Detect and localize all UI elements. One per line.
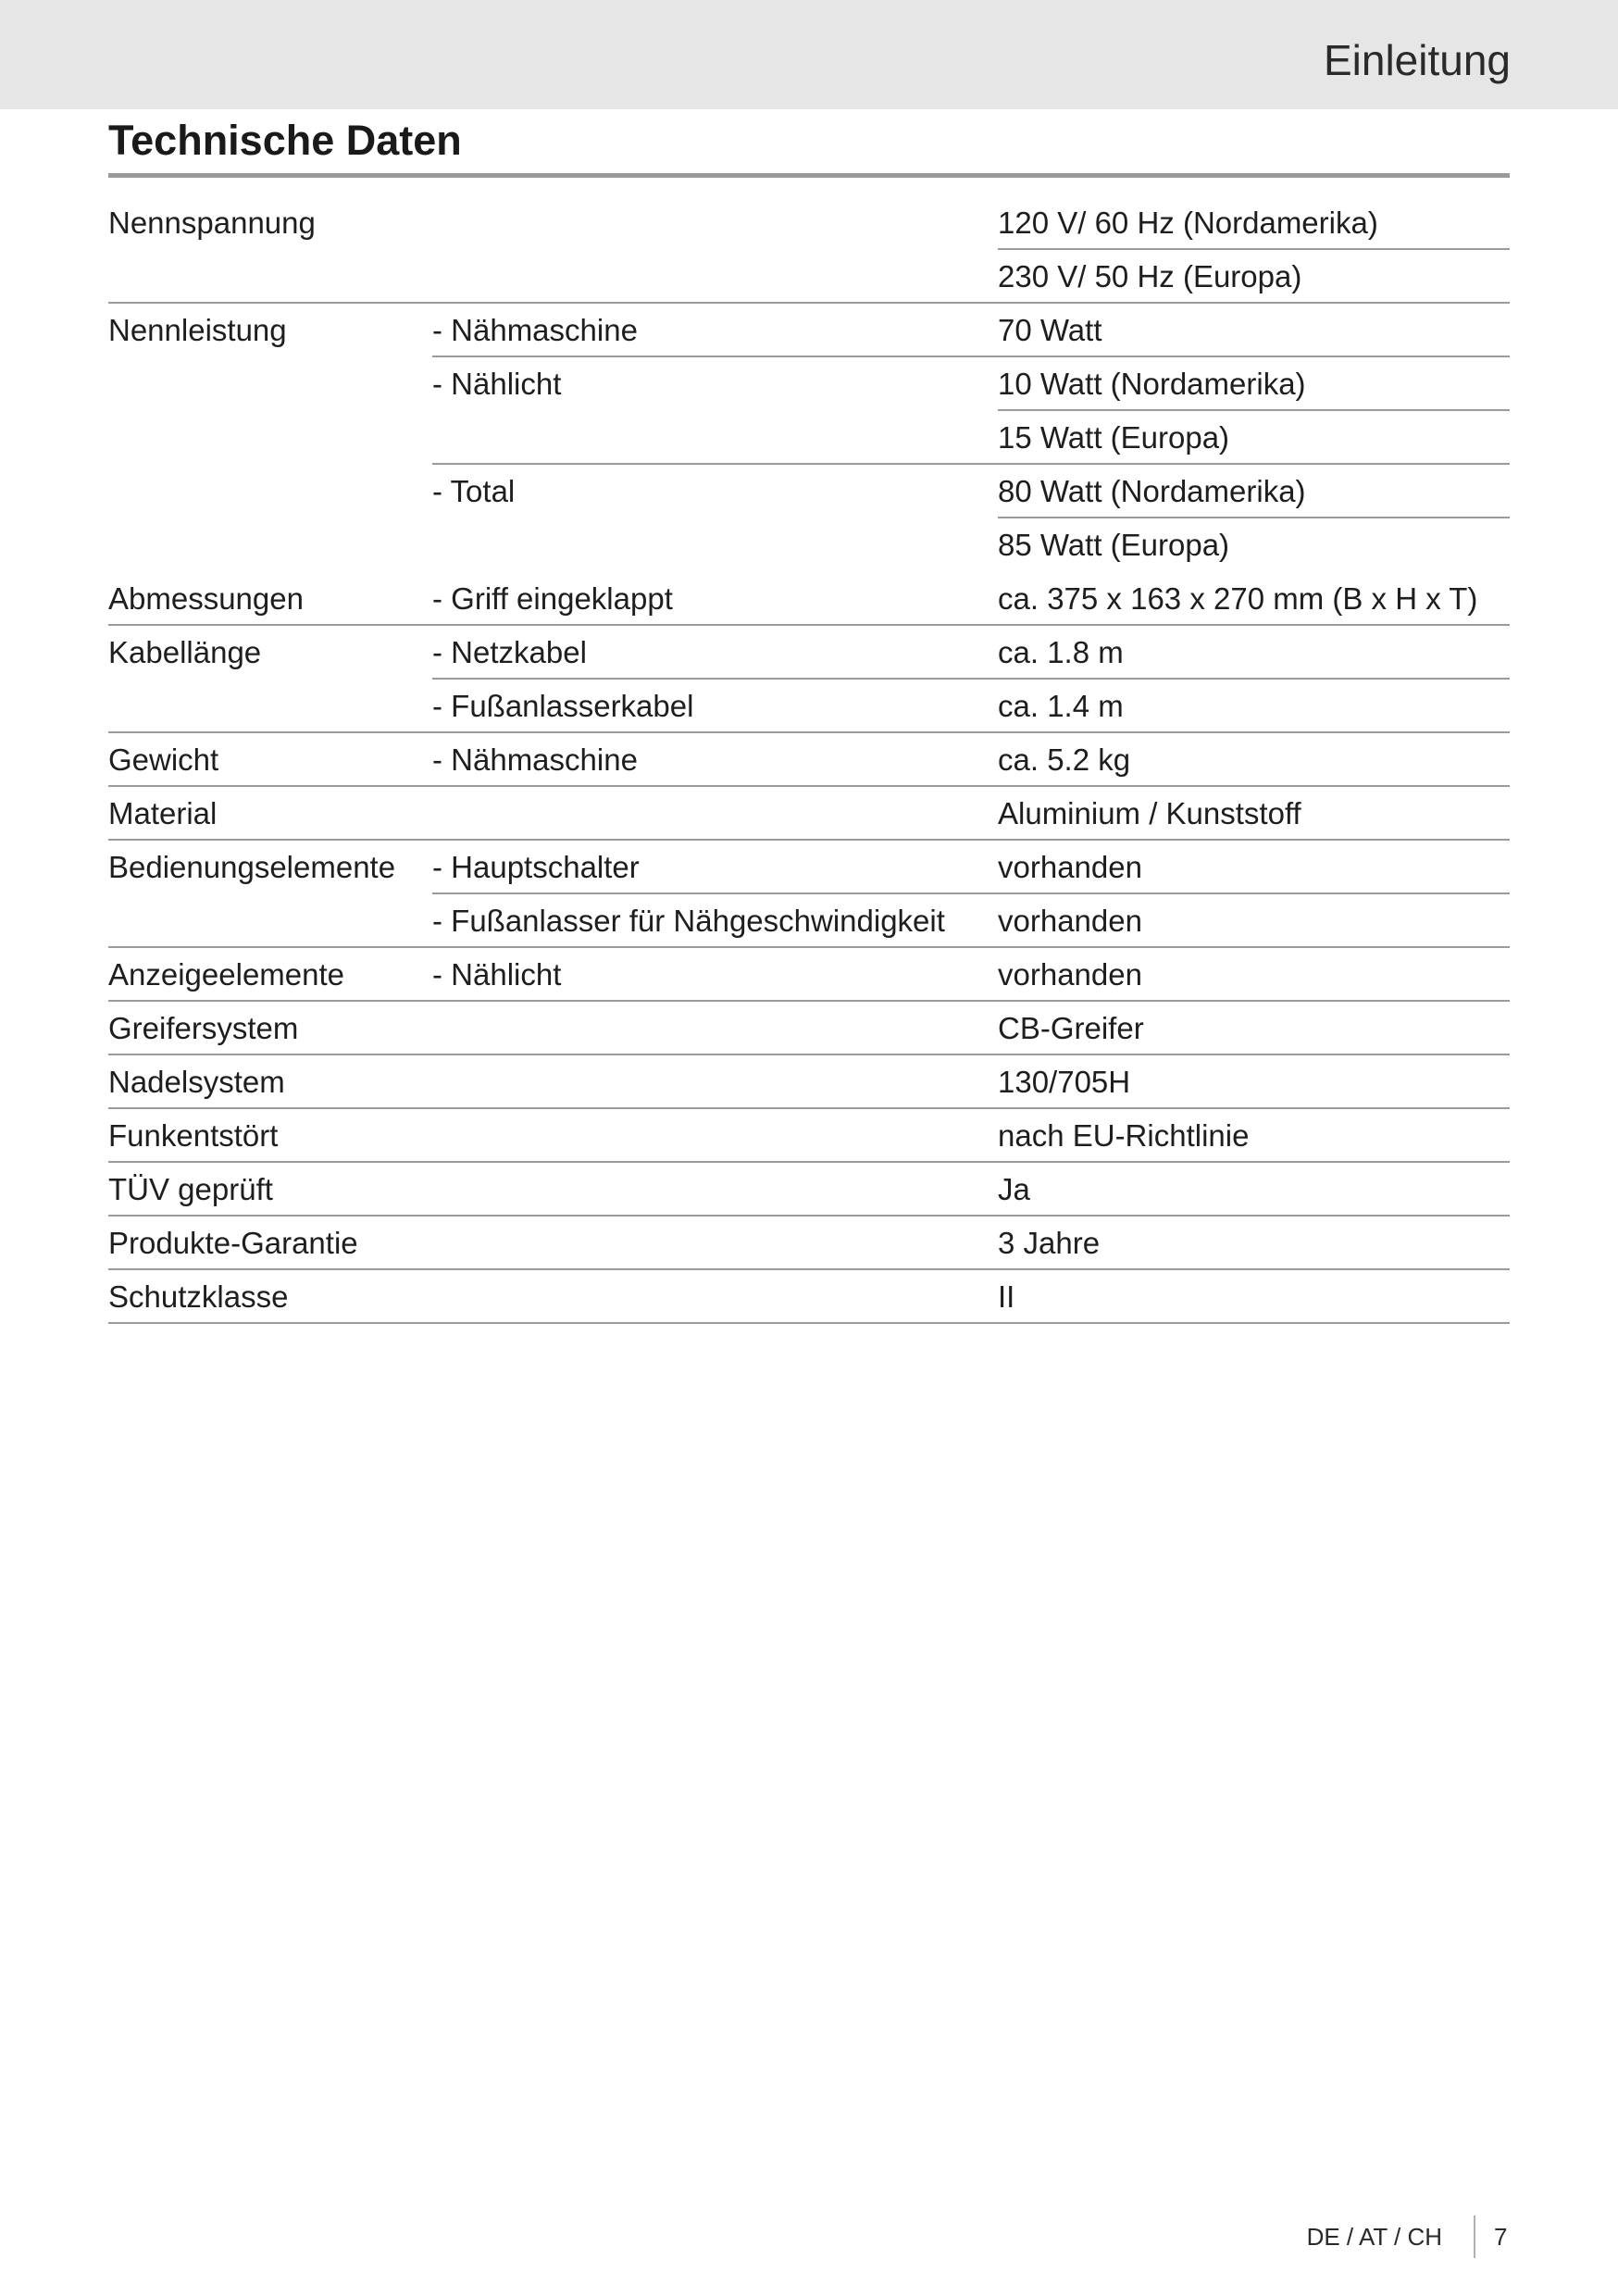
table-row bbox=[108, 733, 1510, 787]
row-sublabel: - Netzkabel bbox=[432, 626, 998, 680]
row-sublabel bbox=[432, 411, 998, 465]
row-sublabel: - Hauptschalter bbox=[432, 841, 998, 894]
table-row bbox=[108, 572, 1510, 626]
row-value: 10 Watt (Nordamerika) bbox=[998, 357, 1510, 411]
row-value: nach EU-Richtlinie bbox=[998, 1109, 1510, 1163]
row-sublabel bbox=[432, 1163, 998, 1217]
row-sublabel: - Nählicht bbox=[432, 948, 998, 1002]
table-row bbox=[108, 196, 1510, 250]
row-label bbox=[108, 411, 432, 465]
row-label: Nennleistung bbox=[108, 313, 287, 347]
row-value: ca. 1.8 m bbox=[998, 626, 1510, 680]
row-value: vorhanden bbox=[998, 948, 1510, 1002]
row-label: Abmessungen bbox=[108, 572, 432, 626]
row-label: Gewicht bbox=[108, 733, 432, 787]
row-label bbox=[108, 357, 432, 411]
page-number: 7 bbox=[1494, 2223, 1508, 2251]
row-sublabel bbox=[432, 518, 998, 572]
row-sublabel bbox=[432, 250, 998, 304]
row-sublabel: - Nähmaschine bbox=[432, 304, 998, 357]
row-value: vorhanden bbox=[998, 894, 1510, 948]
row-sublabel bbox=[432, 1270, 998, 1324]
page-footer bbox=[0, 2215, 1618, 2262]
table-row bbox=[108, 1002, 1510, 1055]
row-label: Kabellänge bbox=[108, 635, 262, 669]
table-row bbox=[108, 1270, 1510, 1324]
row-label bbox=[108, 518, 432, 572]
table-row bbox=[108, 304, 1510, 357]
row-value: 230 V/ 50 Hz (Europa) bbox=[998, 250, 1510, 304]
table-row bbox=[108, 1217, 1510, 1270]
table-row bbox=[108, 357, 1510, 411]
page-title: Technische Daten bbox=[108, 117, 462, 164]
row-value: 3 Jahre bbox=[998, 1217, 1510, 1270]
row-label: Nennspannung bbox=[108, 206, 316, 240]
title-rule bbox=[108, 173, 1510, 178]
row-value: 130/705H bbox=[998, 1055, 1510, 1109]
table-row bbox=[108, 1163, 1510, 1217]
table-row bbox=[108, 841, 1510, 894]
table-row bbox=[108, 518, 1510, 572]
row-value: ca. 1.4 m bbox=[998, 680, 1510, 733]
row-value: vorhanden bbox=[998, 841, 1510, 894]
row-sublabel bbox=[432, 1002, 998, 1055]
spec-table bbox=[108, 196, 1510, 1324]
row-label: Anzeigeelemente bbox=[108, 948, 432, 1002]
table-row bbox=[108, 1109, 1510, 1163]
row-value: 80 Watt (Nordamerika) bbox=[998, 465, 1510, 518]
table-row bbox=[108, 411, 1510, 465]
row-label: TÜV geprüft bbox=[108, 1163, 432, 1217]
row-value: CB-Greifer bbox=[998, 1002, 1510, 1055]
row-sublabel bbox=[432, 196, 998, 250]
row-label: Produkte-Garantie bbox=[108, 1217, 432, 1270]
row-label: Nadelsystem bbox=[108, 1055, 432, 1109]
row-sublabel: - Total bbox=[432, 474, 516, 508]
row-label: Funkentstört bbox=[108, 1109, 432, 1163]
table-row bbox=[108, 680, 1510, 733]
row-sublabel: - Nählicht bbox=[432, 367, 562, 401]
table-row bbox=[108, 626, 1510, 680]
row-label bbox=[108, 894, 432, 948]
row-value: 15 Watt (Europa) bbox=[998, 411, 1510, 465]
table-row bbox=[108, 1055, 1510, 1109]
row-sublabel bbox=[432, 1109, 998, 1163]
row-sublabel: - Nähmaschine bbox=[432, 733, 998, 787]
row-value: 70 Watt bbox=[998, 304, 1510, 357]
row-value: II bbox=[998, 1270, 1510, 1324]
table-row bbox=[108, 894, 1510, 948]
footer-languages: DE / AT / CH bbox=[1306, 2223, 1442, 2251]
table-row bbox=[108, 948, 1510, 1002]
section-label: Einleitung bbox=[1323, 36, 1511, 84]
row-value: Aluminium / Kunststoff bbox=[998, 787, 1510, 841]
row-sublabel: - Fußanlasserkabel bbox=[432, 680, 998, 733]
row-sublabel bbox=[432, 787, 998, 841]
row-sublabel bbox=[432, 1217, 998, 1270]
row-value: 85 Watt (Europa) bbox=[998, 528, 1230, 562]
row-sublabel: - Griff eingeklappt bbox=[432, 572, 998, 626]
row-label: Schutzklasse bbox=[108, 1270, 432, 1324]
row-label bbox=[108, 250, 432, 304]
row-label: Bedienungselemente bbox=[108, 850, 396, 884]
row-label bbox=[108, 680, 432, 733]
row-label: Material bbox=[108, 787, 432, 841]
table-row bbox=[108, 787, 1510, 841]
row-value: ca. 5.2 kg bbox=[998, 733, 1510, 787]
row-value: 120 V/ 60 Hz (Nordamerika) bbox=[998, 196, 1510, 250]
row-sublabel bbox=[432, 1055, 998, 1109]
table-row bbox=[108, 465, 1510, 518]
row-label bbox=[108, 465, 432, 518]
row-label: Greifersystem bbox=[108, 1002, 432, 1055]
footer-divider bbox=[1474, 2215, 1475, 2258]
table-row bbox=[108, 250, 1510, 304]
row-value: Ja bbox=[998, 1163, 1510, 1217]
row-sublabel: - Fußanlasser für Nähgeschwindigkeit bbox=[432, 894, 998, 948]
row-value: ca. 375 x 163 x 270 mm (B x H x T) bbox=[998, 572, 1510, 626]
